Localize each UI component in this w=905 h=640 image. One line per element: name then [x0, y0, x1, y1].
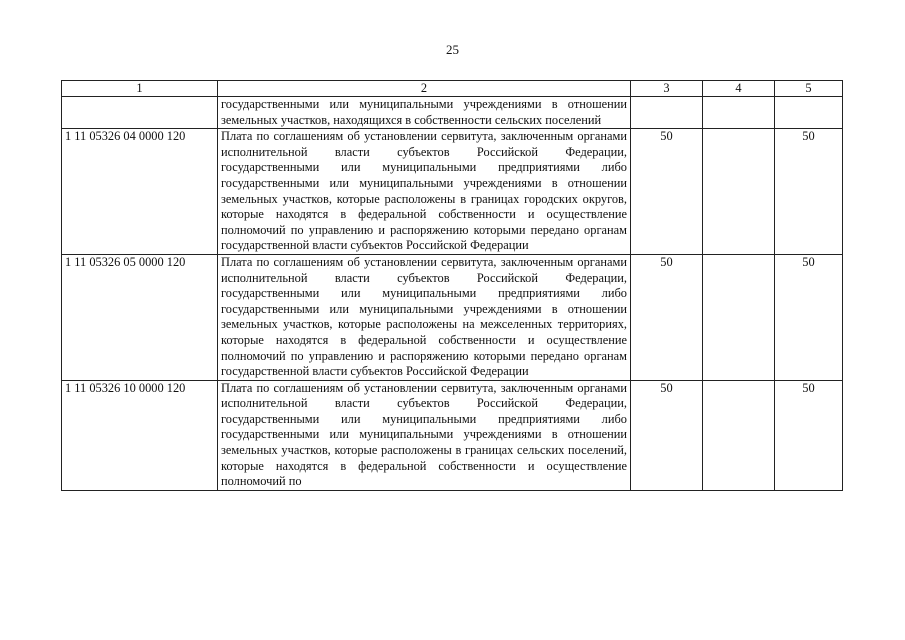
row-description: Плата по соглашениям об установлении сервитута, заключенным органами исполнительной власти субъектов Российской Федерации, государственными или муниципальными предприятиями либо государственными или муниципальными учреждениями в отношении земельных участков, которые расположены в границах сельских поселений, которые находятся в федеральной собственности и осуществление полномочий по — [218, 380, 631, 490]
row-col4-value — [703, 254, 775, 380]
row-col3-value: 50 — [631, 129, 703, 255]
row-code: 1 11 05326 05 0000 120 — [62, 254, 218, 380]
row-description: Плата по соглашениям об установлении сервитута, заключенным органами исполнительной власти субъектов Российской Федерации, государственными или муниципальными предприятиями либо государственными или муниципальными учреждениями в отношении земельных участков, которые расположены на межселенных территориях, которые находятся в федеральной собственности и осуществление полномочий по управлению и распоряжению которыми передано органам государственной власти субъектов Российской Федерации — [218, 254, 631, 380]
header-col-2: 2 — [218, 81, 631, 97]
row-col5-value — [775, 97, 843, 129]
row-col5-value: 50 — [775, 129, 843, 255]
row-description: государственными или муниципальными учреждениями в отношении земельных участков, находящихся в собственности сельских поселений — [218, 97, 631, 129]
row-code: 1 11 05326 04 0000 120 — [62, 129, 218, 255]
row-code — [62, 97, 218, 129]
table-row — [62, 254, 843, 380]
row-code: 1 11 05326 10 0000 120 — [62, 380, 218, 490]
header-col-5: 5 — [775, 81, 843, 97]
header-col-1: 1 — [62, 81, 218, 97]
row-col3-value: 50 — [631, 254, 703, 380]
row-col3-value — [631, 97, 703, 129]
table-header-row — [62, 81, 843, 97]
header-col-4: 4 — [703, 81, 775, 97]
row-col4-value — [703, 97, 775, 129]
row-description: Плата по соглашениям об установлении сервитута, заключенным органами исполнительной власти субъектов Российской Федерации, государственными или муниципальными предприятиями либо государственными или муниципальными учреждениями в отношении земельных участков, которые расположены в границах городских округов, которые находятся в федеральной собственности и осуществление полномочий по управлению и распоряжению которыми передано органам государственной власти субъектов Российской Федерации — [218, 129, 631, 255]
table-row — [62, 97, 843, 129]
row-col3-value: 50 — [631, 380, 703, 490]
row-col5-value: 50 — [775, 380, 843, 490]
header-col-3: 3 — [631, 81, 703, 97]
page-number: 25 — [446, 42, 459, 57]
row-col4-value — [703, 129, 775, 255]
table-row — [62, 129, 843, 255]
table-row — [62, 380, 843, 490]
row-col5-value: 50 — [775, 254, 843, 380]
budget-codes-table — [61, 80, 843, 491]
row-col4-value — [703, 380, 775, 490]
